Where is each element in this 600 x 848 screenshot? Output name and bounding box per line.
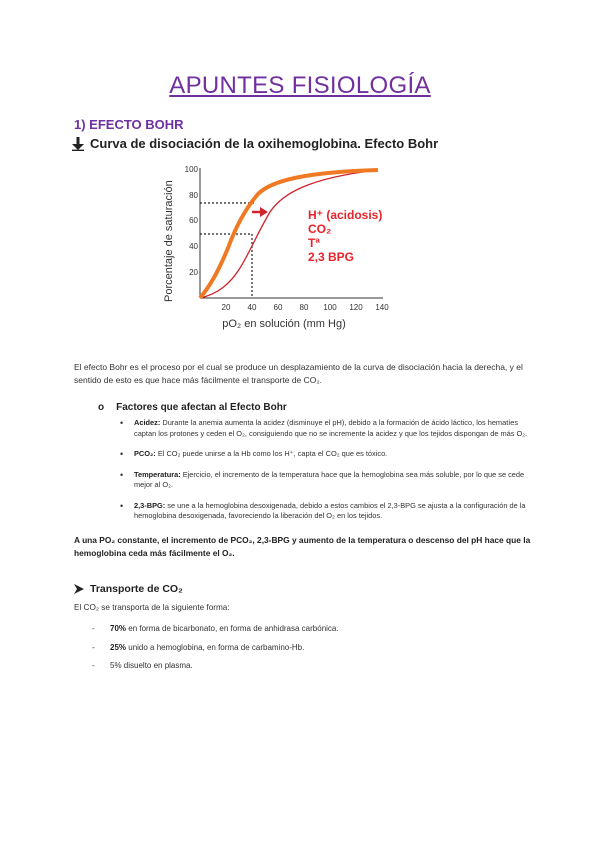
x-axis-label: pO₂ en solución (mm Hg) [222, 318, 346, 330]
circle-bullet-icon: o [98, 402, 105, 413]
factor-term: Temperatura: [134, 469, 181, 479]
conclusion-paragraph: A una PO₂ constante, el incremento de PCO₂, 2,3-BPG y aumento de la temperatura o descenso del pH hace que la hemoglobina ceda más fácilmente el O₂. [74, 535, 531, 558]
factor-term: 2,3-BPG: [134, 500, 166, 510]
list-item [120, 418, 530, 439]
x-tick-label: 120 [349, 303, 363, 312]
y-axis-label: Porcentaje de saturación [163, 180, 175, 302]
factor-text: se une a la hemoglobina desoxigenada, debido a estos cambios el 2,3-BPG se ajusta a la configuración de la hemoglobina desoxigenada, favoreciendo la liberación del O₂ en los tejidos. [134, 500, 526, 520]
normal-curve [200, 170, 378, 298]
list-item [92, 624, 512, 634]
x-tick-label: 60 [273, 303, 283, 312]
factor-text: El CO₂ puede unirse a la Hb como los H⁺, capta el CO₂ que es tóxico. [155, 449, 388, 458]
factor-term: Acidez: [134, 418, 161, 427]
factor-text: Durante la anemia aumenta la acidez (disminuye el pH), debido a la formación de ácido láctico, los hematíes captan los protones y ceden el O₂, consiguiendo que no se incremente la acidez y que los tejidos dispongan de más O₂. [134, 418, 528, 438]
section-heading: 1) EFECTO BOHR [74, 117, 184, 132]
list-item [120, 501, 530, 522]
transport-heading [74, 583, 183, 595]
factors-heading [98, 402, 287, 413]
arrow-right-icon [74, 584, 84, 594]
x-tick-label: 80 [299, 303, 309, 312]
transport-text: 5% disuelto en plasma. [110, 661, 193, 670]
dash-bullet: - [92, 624, 95, 633]
factor-label-bpg: 2,3 BPG [308, 250, 355, 264]
y-tick-label: 100 [184, 165, 198, 174]
y-tick-label: 20 [189, 268, 198, 277]
factors-heading-text: Factores que afectan al Efecto Bohr [116, 402, 287, 413]
figure-heading [72, 136, 438, 151]
transport-text: en forma de bicarbonato, en forma de anhidrasa carbónica. [126, 624, 339, 633]
factor-term: PCO₂: [134, 449, 156, 458]
x-tick-label: 20 [221, 303, 231, 312]
transport-list [92, 624, 512, 680]
list-item [120, 449, 530, 460]
bullet-icon: • [120, 418, 124, 428]
list-item [92, 661, 512, 671]
factors-list [120, 418, 530, 532]
bullet-icon: • [120, 500, 124, 511]
figure-heading-text: Curva de disociación de la oxihemoglobina. Efecto Bohr [90, 136, 439, 151]
bullet-icon: • [120, 469, 124, 480]
oxyhemoglobin-dissociation-figure [158, 160, 398, 332]
transport-amount: 25% [110, 642, 127, 652]
factor-text: Ejercicio, el incremento de la temperatura hace que la hemoglobina sea más soluble, por lo que se cede mejor al O₂. [134, 469, 525, 489]
transport-intro: El CO₂ se transporta de la siguiente forma: [74, 603, 230, 612]
dash-bullet: - [92, 642, 95, 652]
x-tick-label: 140 [375, 303, 389, 312]
down-arrow-icon [72, 137, 84, 151]
transport-amount: 70% [110, 624, 127, 633]
x-tick-label: 40 [247, 303, 257, 312]
y-tick-label: 80 [189, 191, 198, 200]
factor-label-co2: CO₂ [308, 222, 332, 236]
dash-bullet: - [92, 661, 95, 670]
y-tick-label: 60 [189, 216, 198, 225]
shifted-curve [200, 170, 378, 298]
x-tick-label: 100 [323, 303, 337, 312]
list-item [92, 643, 512, 653]
shift-arrow-icon [260, 207, 268, 217]
y-tick-label: 40 [189, 242, 198, 251]
transport-text: unido a hemoglobina, en forma de carbamino-Hb. [126, 642, 305, 652]
factor-label-h: H⁺ (acidosis) [308, 208, 383, 222]
factor-label-temp: Tª [308, 236, 320, 250]
transport-heading-text: Transporte de CO₂ [90, 583, 183, 595]
document-title: APUNTES FISIOLOGÍA [169, 72, 431, 99]
intro-paragraph: El efecto Bohr es el proceso por el cual se produce un desplazamiento de la curva de disociación hacia la derecha, y el sentido de esto es que hace más fácilmente el transporte de CO₂. [74, 362, 523, 385]
dissociation-curve-chart [158, 160, 398, 332]
bullet-icon: • [120, 449, 124, 459]
list-item [120, 470, 530, 491]
